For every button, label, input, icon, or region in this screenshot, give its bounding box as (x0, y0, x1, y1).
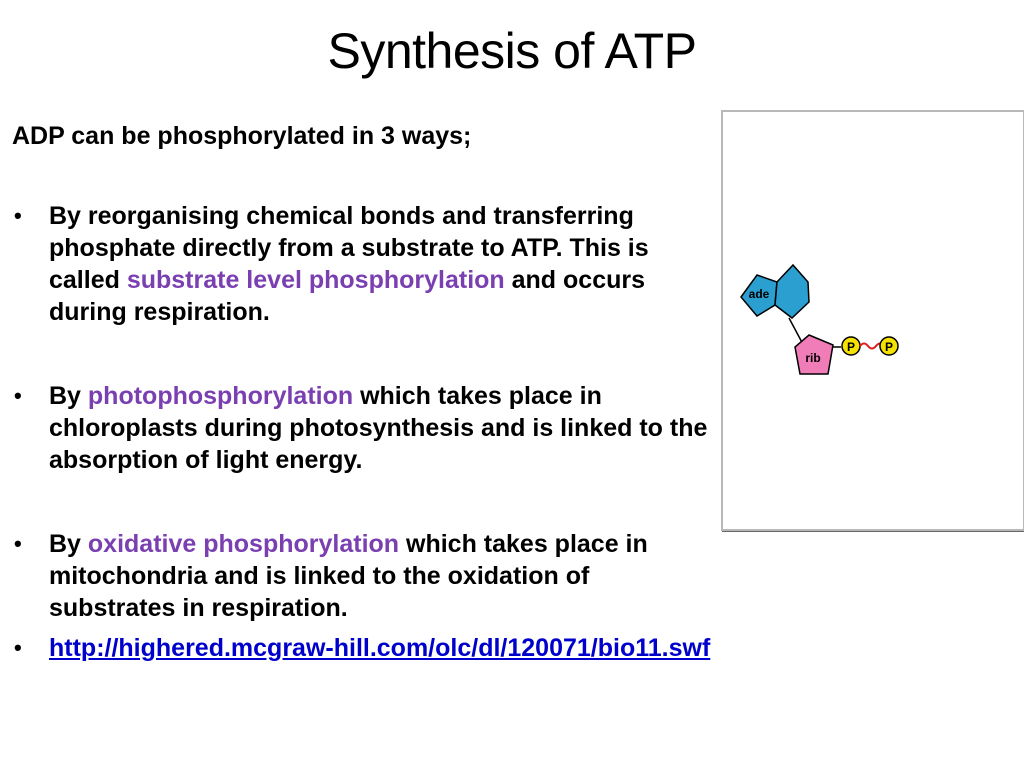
reference-link[interactable]: http://highered.mcgraw-hill.com/olc/dl/120071/bio11.swf (49, 634, 711, 662)
list-item (12, 200, 712, 328)
ribose-label: rib (805, 351, 821, 365)
bullet-text: and occurs during respiration. (49, 266, 646, 326)
adenine-hexagon (775, 265, 809, 318)
list-item (12, 380, 712, 476)
adp-diagram (721, 110, 1024, 531)
bullet-text: which takes place in chloroplasts during photosynthesis and is linked to the absorption of light energy. (49, 382, 708, 474)
bullet-icon: • (14, 383, 22, 408)
adp-diagram-svg (723, 112, 1023, 529)
phosphate-label: P (884, 340, 894, 354)
highlight-term: substrate level phosphorylation (126, 266, 505, 294)
slide-title: Synthesis of ATP (327, 23, 697, 79)
intro-text: ADP can be phosphorylated in 3 ways; (12, 122, 472, 150)
bullet-text: By reorganising chemical bonds and transferring phosphate directly from a substrate to ATP. This is called (49, 202, 649, 294)
list-item (12, 528, 712, 624)
bullet-text: By (49, 530, 88, 558)
bullet-icon: • (14, 531, 22, 556)
phosphate-label: P (846, 340, 856, 354)
bullet-icon: • (14, 635, 22, 660)
adenine-label: ade (748, 287, 770, 301)
list-item (12, 632, 712, 664)
highlight-term: photophosphorylation (87, 382, 354, 410)
bullet-text: which takes place in mitochondria and is linked to the oxidation of substrates in respiration. (49, 530, 648, 622)
bullet-icon: • (14, 203, 22, 228)
bullet-list (12, 200, 712, 664)
highlight-term: oxidative phosphorylation (87, 530, 400, 558)
bullet-text: By (49, 382, 88, 410)
